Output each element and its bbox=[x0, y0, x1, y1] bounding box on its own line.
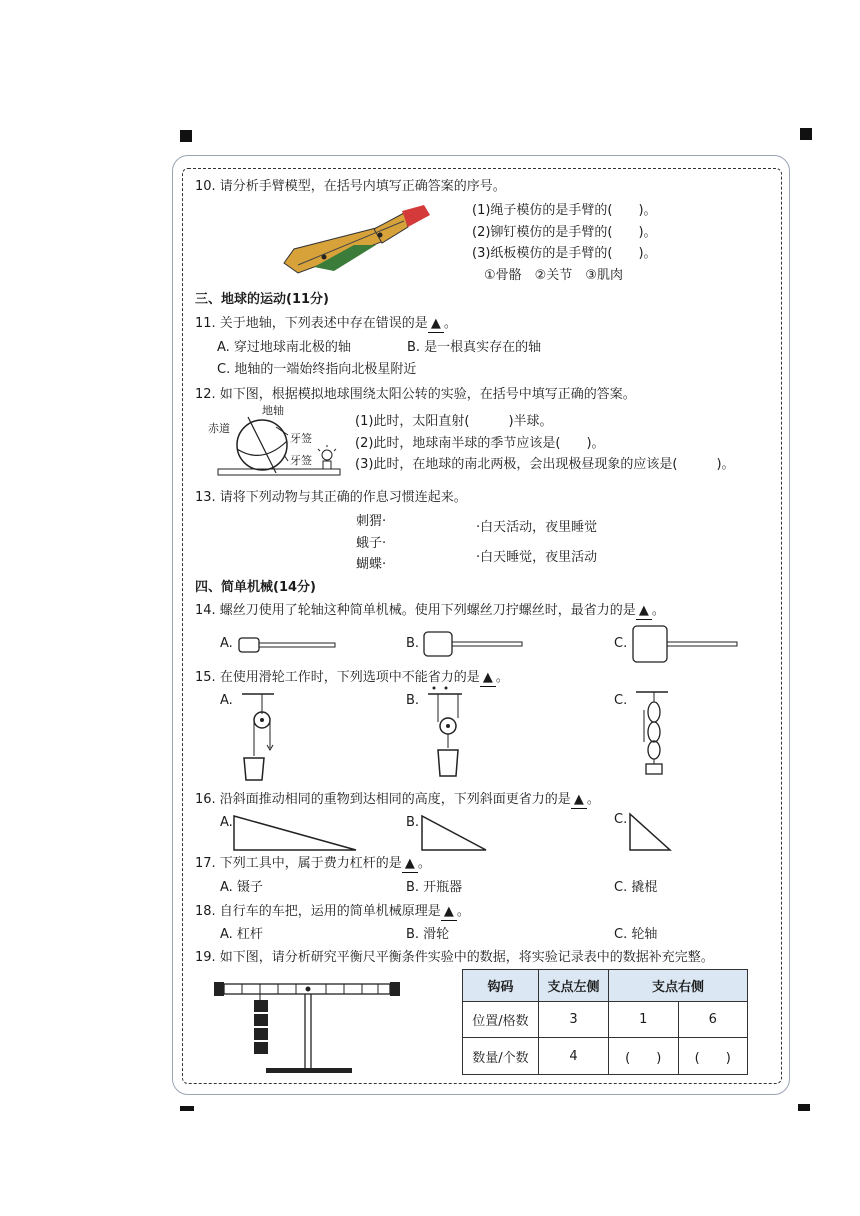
pulley-c-icon[interactable] bbox=[632, 690, 672, 776]
q14-stem bbox=[195, 603, 665, 620]
q19-stem: 19. 如下图，请分析研究平衡尺平衡条件实验中的数据，将实验记录表中的数据补充完整。 bbox=[195, 950, 714, 965]
section-3-title: 三、地球的运动(11分) bbox=[195, 292, 329, 307]
screwdriver-c-icon[interactable] bbox=[632, 624, 740, 664]
q15-stem-text: 15. 在使用滑轮工作时，下列选项中不能省力的是 bbox=[195, 670, 480, 685]
q10-stem: 10. 请分析手臂模型，在括号内填写正确答案的序号。 bbox=[195, 179, 506, 194]
table-answer-cell[interactable]: ( ) bbox=[609, 1038, 679, 1075]
q12-item-2: (2)此时，地球南半球的季节应该是( )。 bbox=[355, 436, 605, 451]
q10-item-1: (1)绳子模仿的是手臂的( )。 bbox=[472, 203, 657, 218]
q10-item-2: (2)铆钉模仿的是手臂的( )。 bbox=[472, 225, 657, 240]
q17-option-b[interactable]: B. 开瓶器 bbox=[406, 880, 463, 895]
table-answer-cell[interactable]: ( ) bbox=[678, 1038, 748, 1075]
pulley-b-icon[interactable] bbox=[424, 686, 466, 782]
q15-label-c[interactable]: C. bbox=[614, 693, 628, 708]
q17-stem bbox=[195, 856, 431, 873]
q13-stem: 13. 请将下列动物与其正确的作息习惯连起来。 bbox=[195, 490, 467, 505]
slope-b-icon[interactable] bbox=[420, 814, 490, 852]
label-earth-axis: 地轴 bbox=[262, 404, 284, 417]
q17-stem-text: 17. 下列工具中，属于费力杠杆的是 bbox=[195, 856, 402, 871]
table-cell: 4 bbox=[539, 1038, 609, 1075]
q15-label-a[interactable]: A. bbox=[220, 693, 233, 708]
answer-blank[interactable]: ▲ bbox=[428, 316, 444, 333]
q14-label-a[interactable]: A. bbox=[220, 636, 233, 651]
arm-model-image bbox=[284, 205, 434, 275]
q18-option-b[interactable]: B. 滑轮 bbox=[406, 927, 450, 942]
q18-option-a[interactable]: A. 杠杆 bbox=[220, 927, 263, 942]
habit-nocturnal[interactable]: ·白天睡觉，夜里活动 bbox=[476, 550, 598, 565]
q16-label-b[interactable]: B. bbox=[406, 815, 420, 830]
corner-mark-bottom-right bbox=[798, 1104, 810, 1111]
answer-blank[interactable]: ▲ bbox=[571, 792, 587, 809]
q18-stem bbox=[195, 904, 470, 921]
q12-item-1: (1)此时，太阳直射( )半球。 bbox=[355, 414, 553, 429]
screwdriver-a-icon[interactable] bbox=[238, 635, 338, 655]
table-cell: 3 bbox=[539, 1002, 609, 1038]
slope-a-icon[interactable] bbox=[232, 814, 360, 852]
q18-stem-end: 。 bbox=[456, 904, 470, 919]
q15-label-b[interactable]: B. bbox=[406, 693, 420, 708]
q17-option-c[interactable]: C. 撬棍 bbox=[614, 880, 658, 895]
answer-blank[interactable]: ▲ bbox=[480, 670, 496, 687]
q12-item-3: (3)此时，在地球的南北两极，会出现极昼现象的应该是( )。 bbox=[355, 457, 735, 472]
corner-mark-top-left bbox=[180, 130, 192, 142]
slope-c-icon[interactable] bbox=[628, 812, 674, 852]
q11-stem bbox=[195, 316, 457, 333]
q17-stem-end: 。 bbox=[417, 856, 431, 871]
q16-label-a[interactable]: A. bbox=[220, 815, 233, 830]
q11-stem-end: 。 bbox=[443, 316, 457, 331]
q16-stem-end: 。 bbox=[586, 792, 600, 807]
q18-option-c[interactable]: C. 轮轴 bbox=[614, 927, 658, 942]
table-header-weight: 钩码 bbox=[463, 970, 539, 1002]
balance-scale-image bbox=[212, 978, 404, 1078]
q11-option-a[interactable]: A. 穿过地球南北极的轴 bbox=[217, 340, 351, 355]
table-cell: 1 bbox=[609, 1002, 679, 1038]
table-row-position-label: 位置/格数 bbox=[463, 1002, 539, 1038]
corner-mark-top-right bbox=[800, 128, 812, 140]
q11-option-b[interactable]: B. 是一根真实存在的轴 bbox=[407, 340, 542, 355]
answer-blank[interactable]: ▲ bbox=[402, 856, 418, 873]
habit-diurnal[interactable]: ·白天活动，夜里睡觉 bbox=[476, 520, 598, 535]
pulley-a-icon[interactable] bbox=[238, 692, 278, 782]
q16-stem bbox=[195, 792, 600, 809]
screwdriver-b-icon[interactable] bbox=[423, 630, 525, 658]
q12-stem: 12. 如下图，根据模拟地球围绕太阳公转的实验，在括号中填写正确的答案。 bbox=[195, 387, 636, 402]
label-toothpick-2: 牙签 bbox=[290, 454, 312, 467]
q14-stem-end: 。 bbox=[651, 603, 665, 618]
section-4-title: 四、简单机械(14分) bbox=[195, 580, 316, 595]
label-toothpick-1: 牙签 bbox=[290, 432, 312, 445]
table-header-right: 支点右侧 bbox=[609, 970, 748, 1002]
q10-item-3: (3)纸板模仿的是手臂的( )。 bbox=[472, 246, 657, 261]
q15-stem-end: 。 bbox=[495, 670, 509, 685]
q17-option-a[interactable]: A. 镊子 bbox=[220, 880, 263, 895]
table-row-count-label: 数量/个数 bbox=[463, 1038, 539, 1075]
q14-label-b[interactable]: B. bbox=[406, 636, 420, 651]
q11-stem-text: 11. 关于地轴，下列表述中存在错误的是 bbox=[195, 316, 428, 331]
q14-label-c[interactable]: C. bbox=[614, 636, 628, 651]
table-header-left: 支点左侧 bbox=[539, 970, 609, 1002]
animal-butterfly[interactable]: 蝴蝶· bbox=[356, 557, 387, 572]
q14-stem-text: 14. 螺丝刀使用了轮轴这种简单机械。使用下列螺丝刀拧螺丝时，最省力的是 bbox=[195, 603, 636, 618]
q15-stem bbox=[195, 670, 509, 687]
animal-moth[interactable]: 蛾子· bbox=[356, 536, 387, 551]
q11-option-c[interactable]: C. 地轴的一端始终指向北极星附近 bbox=[217, 362, 417, 377]
q18-stem-text: 18. 自行车的车把，运用的简单机械原理是 bbox=[195, 904, 441, 919]
record-table bbox=[462, 969, 748, 1075]
corner-mark-bottom-left bbox=[180, 1106, 194, 1111]
label-equator: 赤道 bbox=[208, 422, 230, 435]
q16-label-c[interactable]: C. bbox=[614, 812, 628, 827]
answer-blank[interactable]: ▲ bbox=[636, 603, 652, 620]
q10-options: ①骨骼 ②关节 ③肌肉 bbox=[484, 268, 623, 283]
q16-stem-text: 16. 沿斜面推动相同的重物到达相同的高度，下列斜面更省力的是 bbox=[195, 792, 571, 807]
answer-blank[interactable]: ▲ bbox=[441, 904, 457, 921]
table-cell: 6 bbox=[678, 1002, 748, 1038]
animal-hedgehog[interactable]: 刺猬· bbox=[356, 514, 387, 529]
